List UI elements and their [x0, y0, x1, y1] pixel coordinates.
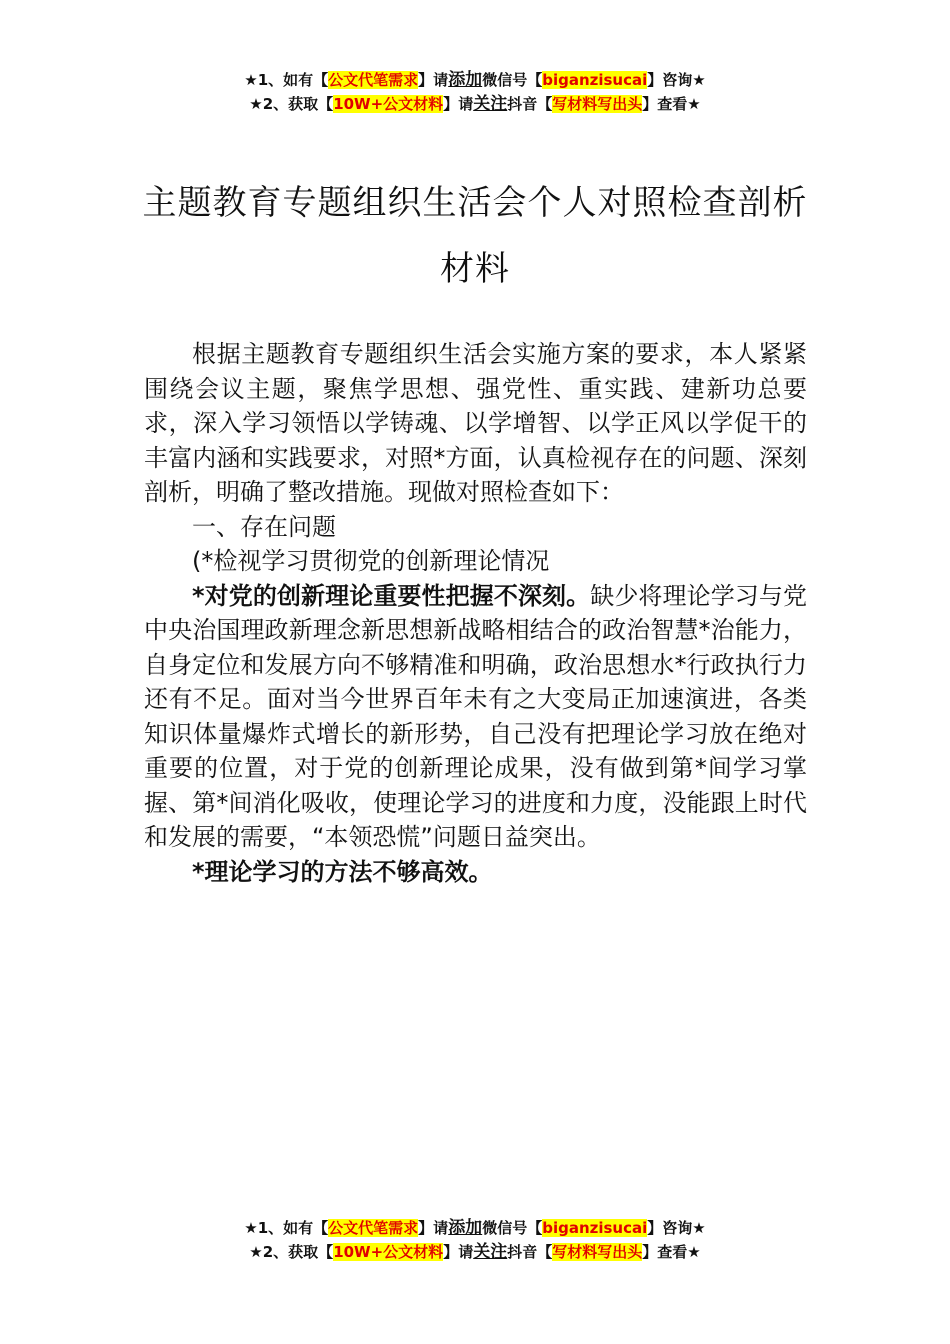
section-heading: 一、存在问题	[192, 512, 336, 541]
document-title: 主题教育专题组织生活会个人对照检查剖析材料	[142, 183, 808, 289]
banner-text: 抖音【	[507, 1243, 553, 1261]
banner-line-2	[0, 1240, 950, 1264]
banner-line-1	[0, 68, 950, 92]
document-body	[144, 337, 807, 889]
top-banner	[0, 68, 950, 116]
bottom-banner	[0, 1216, 950, 1264]
subsection-heading: (*检视学习贯彻党的创新理论情况	[192, 547, 550, 575]
banner-line-1	[0, 1216, 950, 1240]
banner-text: 】查看★	[642, 95, 701, 113]
banner-text: 】请	[443, 1243, 474, 1261]
banner-text: ★1、如有【	[244, 1219, 329, 1237]
banner-underlined: 关注	[473, 94, 508, 114]
banner-text: ★1、如有【	[244, 71, 329, 89]
point-text: 缺少将理论学习与党中央治国理政新理念新思想新战略相结合的政治智慧*治能力，自身定位和发展方向不够精准和明确，政治思想水*行政执行力还有不足。面对当今世界百年未有之大变局正加速演进，各类知识体量爆炸式增长的新形势，自己没有把理论学习放在绝对重要的位置，对于党的创新理论成果，没有做到第*间学习掌握、第*间消化吸收，使理论学习的进度和力度，没能跟上时代和发展的需要，“本领恐慌”问题日益突出。	[144, 581, 807, 851]
banner-line-2	[0, 92, 950, 116]
banner-text: ★2、获取【	[249, 95, 334, 113]
banner-highlight: 公文代笔需求	[328, 1219, 419, 1237]
banner-highlight: biganzisucai	[542, 1219, 648, 1237]
banner-text: 微信号【	[482, 1219, 543, 1237]
banner-text: 微信号【	[482, 71, 543, 89]
banner-text: 】请	[418, 71, 449, 89]
point-paragraph	[144, 855, 807, 890]
banner-highlight: 公文代笔需求	[328, 71, 419, 89]
banner-highlight: 10W+公文材料	[333, 1243, 444, 1261]
point-paragraph	[144, 579, 807, 855]
banner-text: 】咨询★	[647, 1219, 706, 1237]
point-heading: *理论学习的方法不够高效。	[192, 857, 493, 886]
banner-highlight: 写材料写出头	[552, 1243, 643, 1261]
point-heading: *对党的创新理论重要性把握不深刻。	[192, 581, 591, 610]
banner-highlight: 写材料写出头	[552, 95, 643, 113]
banner-underlined: 关注	[473, 1242, 508, 1262]
banner-highlight: biganzisucai	[542, 71, 648, 89]
banner-text: 抖音【	[507, 95, 553, 113]
banner-text: 】咨询★	[647, 71, 706, 89]
banner-text: 】查看★	[642, 1243, 701, 1261]
banner-underlined: 添加	[448, 1218, 483, 1238]
intro-paragraph: 根据主题教育专题组织生活会实施方案的要求，本人紧紧围绕会议主题，聚焦学思想、强党性、重实践、建新功总要求，深入学习领悟以学铸魂、以学增智、以学正风以学促干的丰富内涵和实践要求，对照*方面，认真检视存在的问题、深刻剖析，明确了整改措施。现做对照检查如下：	[144, 340, 807, 506]
banner-underlined: 添加	[448, 70, 483, 90]
banner-text: 】请	[443, 95, 474, 113]
banner-text: ★2、获取【	[249, 1243, 334, 1261]
banner-text: 】请	[418, 1219, 449, 1237]
banner-highlight: 10W+公文材料	[333, 95, 444, 113]
